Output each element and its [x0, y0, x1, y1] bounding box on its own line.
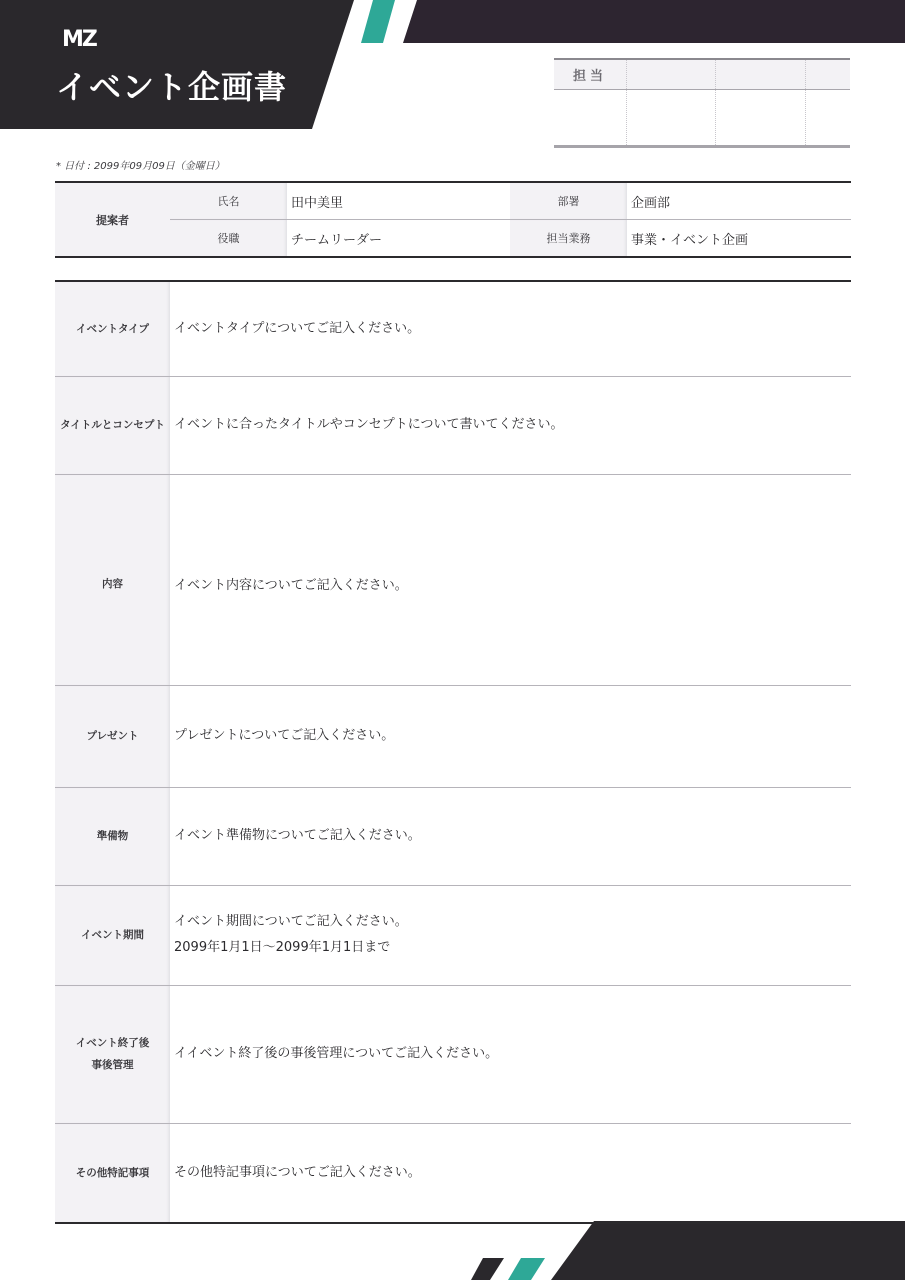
table-row [55, 281, 851, 376]
approval-head-slot-1 [627, 59, 716, 90]
name-value[interactable]: 田中美里 [287, 182, 510, 220]
section-content-title-concept[interactable]: イベントに合ったタイトルやコンセプトについて書いてください。 [170, 376, 851, 474]
event-period-note: イベント期間についてご記入ください。 [174, 914, 408, 929]
table-row [55, 885, 851, 985]
approval-stamp-slot-1[interactable] [627, 90, 716, 147]
header-teal-stripe [361, 0, 395, 43]
section-content-present[interactable]: プレゼントについてご記入ください。 [170, 685, 851, 787]
approval-stamp-box [554, 58, 850, 148]
approval-stamp-slot-3[interactable] [805, 90, 850, 147]
section-label-event-period: イベント期間 [55, 885, 170, 985]
section-content-content[interactable]: イベント内容についてご記入ください。 [170, 474, 851, 685]
post-event-label-line-1: イベント終了後 [75, 1037, 150, 1049]
department-value[interactable]: 企画部 [627, 182, 851, 220]
plan-details-table [55, 280, 851, 1224]
section-label-event-type: イベントタイプ [55, 281, 170, 376]
page-title: イベント企画書 [56, 68, 288, 106]
section-content-event-period[interactable] [170, 885, 851, 985]
proposer-label: 提案者 [55, 182, 170, 257]
section-label-present: プレゼント [55, 685, 170, 787]
footer-teal-stripe [508, 1258, 545, 1280]
approval-head-slot-3 [805, 59, 850, 90]
document-date: * 日付 : 2099年09月09日（金曜日） [56, 161, 225, 172]
table-row [55, 985, 851, 1123]
table-row [55, 1123, 851, 1223]
table-row [55, 685, 851, 787]
header-dark-bar [403, 0, 905, 43]
section-label-content: 内容 [55, 474, 170, 685]
brand-logo: MZ [62, 27, 96, 52]
department-label: 部署 [510, 182, 627, 220]
section-label-title-concept: タイトルとコンセプト [55, 376, 170, 474]
section-content-supplies[interactable]: イベント準備物についてご記入ください。 [170, 787, 851, 885]
position-label: 役職 [170, 220, 287, 258]
footer-dark-banner [551, 1221, 905, 1280]
approval-stamp-slot-0[interactable] [554, 90, 627, 147]
event-period-range: 2099年1月1日～2099年1月1日まで [174, 940, 391, 955]
approval-label: 担当 [554, 59, 627, 90]
section-label-supplies: 準備物 [55, 787, 170, 885]
section-label-post-event [55, 985, 170, 1123]
name-label: 氏名 [170, 182, 287, 220]
section-content-event-type[interactable]: イベントタイプについてご記入ください。 [170, 281, 851, 376]
proposer-table [55, 181, 851, 258]
section-content-other-notes[interactable]: その他特記事項についてご記入ください。 [174, 1164, 421, 1180]
post-event-label-line-2: 事後管理 [91, 1059, 134, 1071]
duty-label: 担当業務 [510, 220, 627, 258]
section-label-other-notes: その他特記事項 [55, 1123, 170, 1223]
approval-head-slot-2 [716, 59, 805, 90]
table-row [55, 474, 851, 685]
duty-value[interactable]: 事業・イベント企画 [631, 232, 749, 248]
section-content-post-event[interactable]: イイベント終了後の事後管理についてご記入ください。 [170, 985, 851, 1123]
table-row [55, 787, 851, 885]
footer-dark-stripe [471, 1258, 504, 1280]
table-row [55, 376, 851, 474]
position-value[interactable]: チームリーダー [291, 232, 383, 248]
approval-stamp-slot-2[interactable] [716, 90, 805, 147]
